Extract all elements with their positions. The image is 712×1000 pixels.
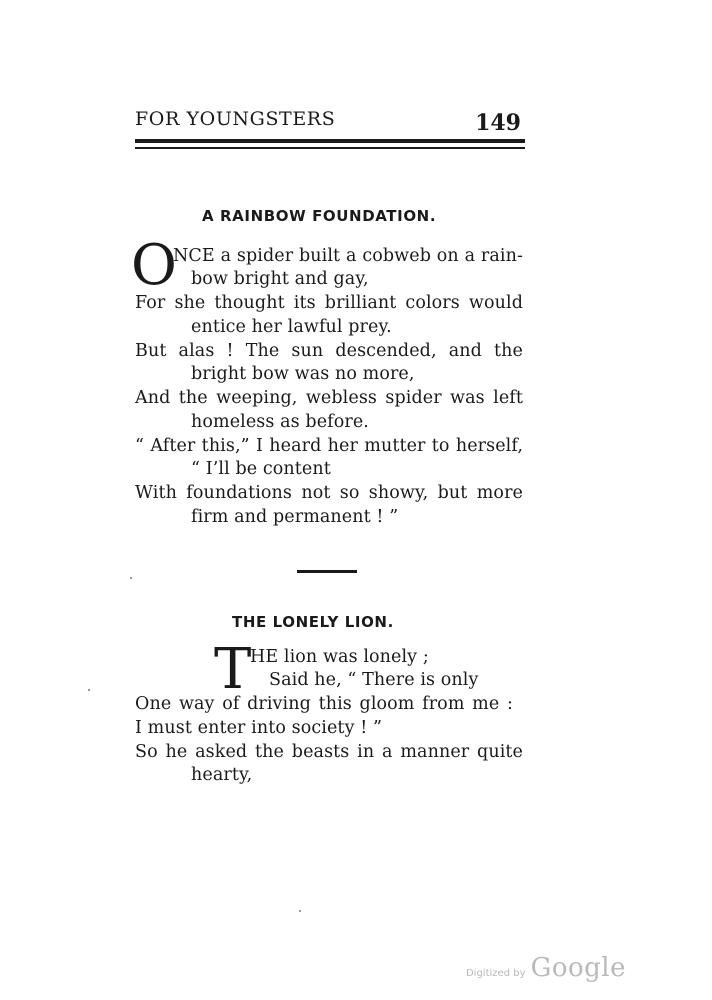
drop-cap-o: O	[131, 233, 177, 298]
running-title: FOR YOUNGSTERS	[135, 108, 336, 130]
scan-speck	[130, 577, 132, 579]
verse-line: I must enter into society ! ”	[135, 718, 383, 738]
verse-line: One way of driving this gloom from me :	[135, 694, 513, 714]
poem-title-rainbow: A RAINBOW FOUNDATION.	[202, 207, 437, 225]
verse-line: With foundations not so showy, but more	[135, 483, 523, 503]
poem-lion-body	[135, 646, 523, 806]
header-double-rule	[135, 139, 525, 151]
running-head	[135, 106, 525, 136]
verse-line: Said he, “ There is only	[269, 670, 479, 690]
page-number: 149	[475, 110, 521, 136]
verse-line: entice her lawful prey.	[191, 317, 392, 337]
verse-line: hearty,	[191, 765, 253, 785]
verse-line: And the weeping, webless spider was left	[135, 388, 523, 408]
verse-line: bow bright and gay,	[191, 269, 369, 289]
watermark-prefix: Digitized by	[465, 968, 526, 979]
section-divider-rule	[297, 570, 357, 573]
google-logo: Google	[530, 953, 626, 983]
scan-speck	[88, 689, 90, 691]
verse-line: firm and permanent ! ”	[191, 507, 399, 527]
header-rule-thin	[135, 147, 525, 149]
poem-title-lion: THE LONELY LION.	[232, 613, 394, 631]
verse-line: NCE a spider built a cobweb on a rain-	[173, 246, 523, 266]
verse-line: HE lion was lonely ;	[250, 647, 429, 667]
verse-line: For she thought its brilliant colors would	[135, 293, 523, 313]
verse-line: bright bow was no more,	[191, 364, 415, 384]
scan-speck	[299, 910, 301, 912]
poem-rainbow-body	[135, 245, 523, 545]
verse-line: “ I’ll be content	[191, 459, 331, 479]
verse-line: homeless as before.	[191, 412, 369, 432]
drop-cap-t: T	[214, 637, 252, 702]
digitization-watermark	[466, 953, 626, 983]
verse-line: “ After this,” I heard her mutter to herself,	[135, 436, 523, 456]
verse-line: But alas ! The sun descended, and the	[135, 341, 523, 361]
verse-line: So he asked the beasts in a manner quite	[135, 742, 523, 762]
header-rule-thick	[135, 139, 525, 143]
